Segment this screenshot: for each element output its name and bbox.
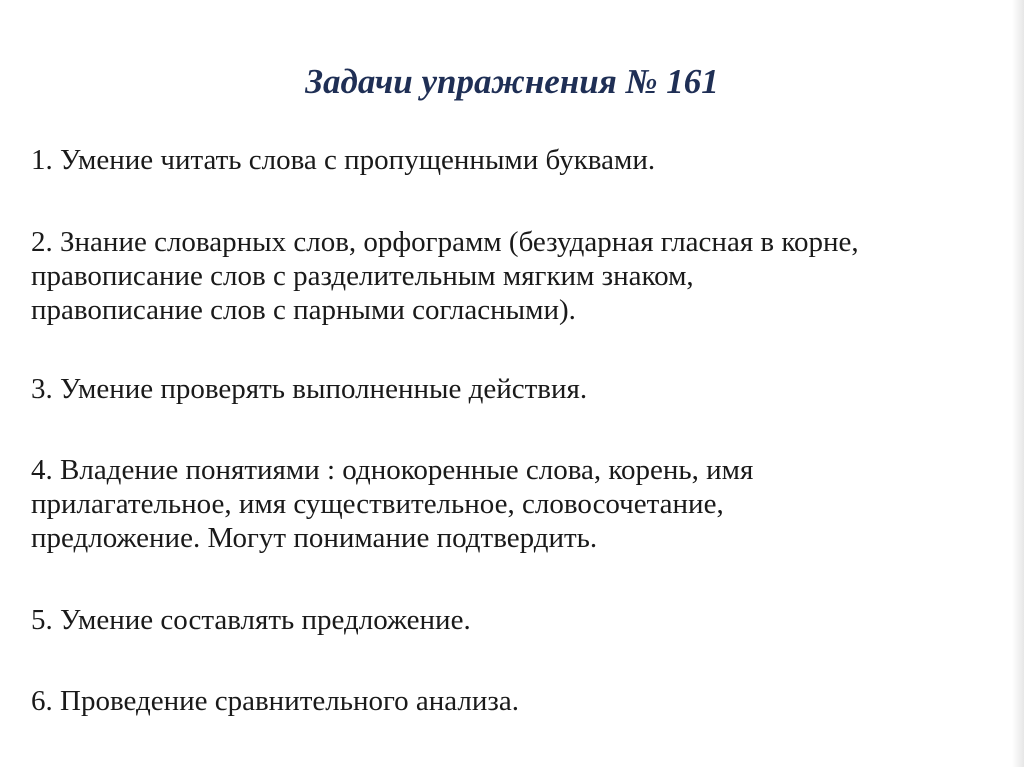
slide-edge-shadow	[1012, 0, 1024, 767]
task-item-6	[31, 684, 1011, 718]
task-item-5	[31, 603, 1011, 637]
task-item-2-line-3: правописание слов с парными согласными).	[31, 294, 576, 326]
task-item-1	[31, 143, 1011, 177]
task-item-2-line-2: правописание слов с разделительным мягким знаком,	[31, 260, 694, 292]
task-item-5-line-1: 5. Умение составлять предложение.	[31, 604, 471, 636]
task-item-3	[31, 372, 1011, 406]
task-item-4-line-2: прилагательное, имя существительное, словосочетание,	[31, 488, 724, 520]
task-item-4-line-3: предложение. Могут понимание подтвердить.	[31, 522, 598, 554]
task-item-1-line-1: 1. Умение читать слова с пропущенными буквами.	[31, 144, 656, 176]
task-item-6-line-1: 6. Проведение сравнительного анализа.	[31, 685, 519, 717]
task-item-2	[31, 225, 1011, 327]
task-item-4	[31, 453, 1011, 555]
task-item-3-line-1: 3. Умение проверять выполненные действия.	[31, 373, 588, 405]
task-item-2-line-1: 2. Знание словарных слов, орфограмм (безударная гласная в корне,	[31, 226, 859, 258]
task-item-4-line-1: 4. Владение понятиями : однокоренные слова, корень, имя	[31, 454, 754, 486]
slide-title: Задачи упражнения № 161	[305, 62, 719, 101]
